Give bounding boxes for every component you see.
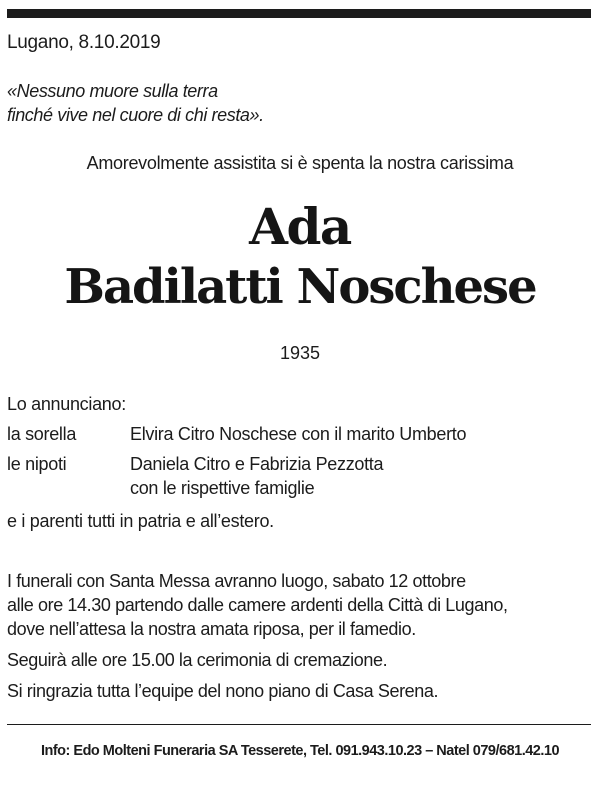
mourner-name-line: Elvira Citro Noschese con il marito Umberto (130, 424, 467, 444)
cremation-notice: Seguirà alle ore 15.00 la cerimonia di cremazione. (7, 650, 388, 670)
deceased-surname: Badilatti Noschese (64, 259, 536, 315)
bottom-divider (7, 724, 591, 725)
funeral-paragraph (7, 569, 597, 641)
deceased-first-name: Ada (249, 197, 351, 256)
funeral-line-3: dove nell’attesa la nostra amata riposa, per il famedio. (7, 619, 416, 639)
funeral-home-info: Info: Edo Molteni Funeraria SA Tesserete, Tel. 091.943.10.23 – Natel 079/681.42.10 (40, 743, 560, 759)
funeral-line-2: alle ore 14.30 partendo dalle camere ardenti della Città di Lugano, (7, 595, 508, 615)
birth-year: 1935 (279, 343, 321, 363)
announcement-heading: Lo annunciano: (7, 394, 126, 414)
mourner-role: la sorella (7, 424, 77, 444)
quote-line-1: «Nessuno muore sulla terra (7, 81, 218, 101)
place-date: Lugano, 8.10.2019 (7, 32, 161, 53)
quote-line-2: finché vive nel cuore di chi resta». (7, 105, 264, 125)
epitaph-quote (7, 79, 264, 127)
announcement-block (7, 392, 593, 533)
mourner-name-line: Daniela Citro e Fabrizia Pezzotta (130, 454, 384, 474)
mourner-name-line: con le rispettive famiglie (130, 478, 315, 498)
announcement-closing: e i parenti tutti in patria e all’estero. (7, 511, 274, 531)
mourner-role: le nipoti (7, 454, 67, 474)
intro-text: Amorevolmente assistita si è spenta la nostra carissima (86, 153, 514, 173)
mourner-row (7, 452, 593, 500)
thanks-notice: Si ringrazia tutta l’equipe del nono piano di Casa Serena. (7, 681, 439, 701)
mourner-names (130, 452, 383, 500)
mourner-names (130, 422, 466, 446)
mourner-row (7, 422, 593, 446)
top-divider (7, 9, 591, 18)
funeral-line-1: I funerali con Santa Messa avranno luogo, sabato 12 ottobre (7, 571, 466, 591)
funeral-details (7, 569, 597, 703)
